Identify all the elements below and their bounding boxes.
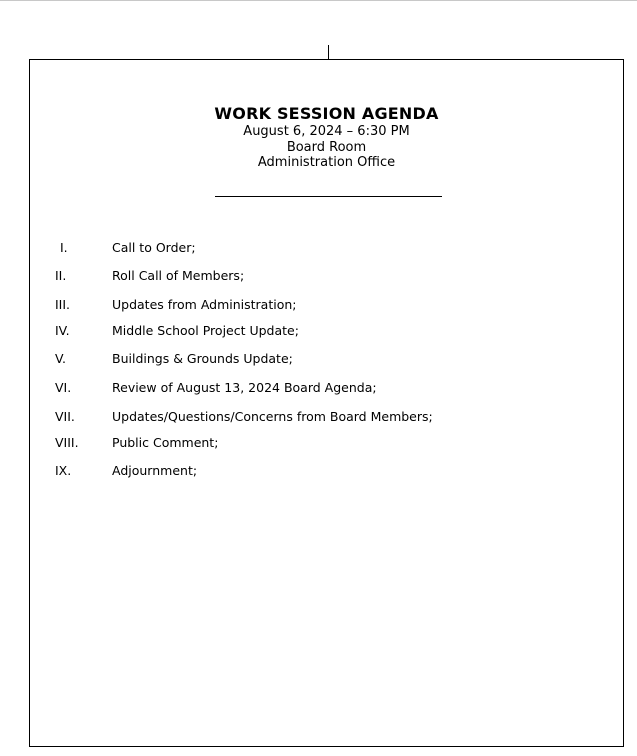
agenda-header — [30, 104, 623, 171]
agenda-item — [30, 239, 623, 257]
agenda-item — [30, 296, 623, 314]
agenda-item — [30, 462, 623, 480]
agenda-item-number: II. — [55, 268, 67, 283]
agenda-item-text: Updates from Administration; — [112, 297, 297, 312]
agenda-item-text: Adjournment; — [112, 463, 198, 478]
agenda-item-text: Review of August 13, 2024 Board Agenda; — [112, 380, 377, 395]
agenda-item-number: V. — [55, 351, 66, 366]
agenda-item-number: VII. — [55, 409, 75, 424]
agenda-item — [30, 434, 623, 452]
document-page — [29, 59, 624, 747]
agenda-item — [30, 408, 623, 426]
agenda-item-text: Roll Call of Members; — [112, 268, 245, 283]
agenda-item-text: Middle School Project Update; — [112, 323, 299, 338]
agenda-item-number: III. — [55, 297, 71, 312]
header-divider — [215, 196, 442, 197]
agenda-item — [30, 379, 623, 397]
agenda-item-text: Buildings & Grounds Update; — [112, 351, 293, 366]
agenda-item-number: VIII. — [55, 435, 79, 450]
agenda-item-number: IX. — [55, 463, 72, 478]
agenda-item — [30, 267, 623, 285]
agenda-item — [30, 350, 623, 368]
agenda-item — [30, 322, 623, 340]
agenda-item-text: Call to Order; — [112, 240, 196, 255]
agenda-item-number: I. — [60, 240, 68, 255]
meeting-room: Board Room — [286, 139, 367, 155]
agenda-item-text: Public Comment; — [112, 435, 219, 450]
agenda-item-number: VI. — [55, 380, 72, 395]
text-cursor — [328, 45, 329, 59]
meeting-date-time: August 6, 2024 – 6:30 PM — [243, 124, 410, 139]
agenda-item-text: Updates/Questions/Concerns from Board Members; — [112, 409, 433, 424]
page-title: WORK SESSION AGENDA — [214, 104, 439, 123]
window-top-border — [0, 0, 637, 1]
meeting-location: Administration Office — [257, 155, 396, 170]
agenda-item-number: IV. — [55, 323, 70, 338]
